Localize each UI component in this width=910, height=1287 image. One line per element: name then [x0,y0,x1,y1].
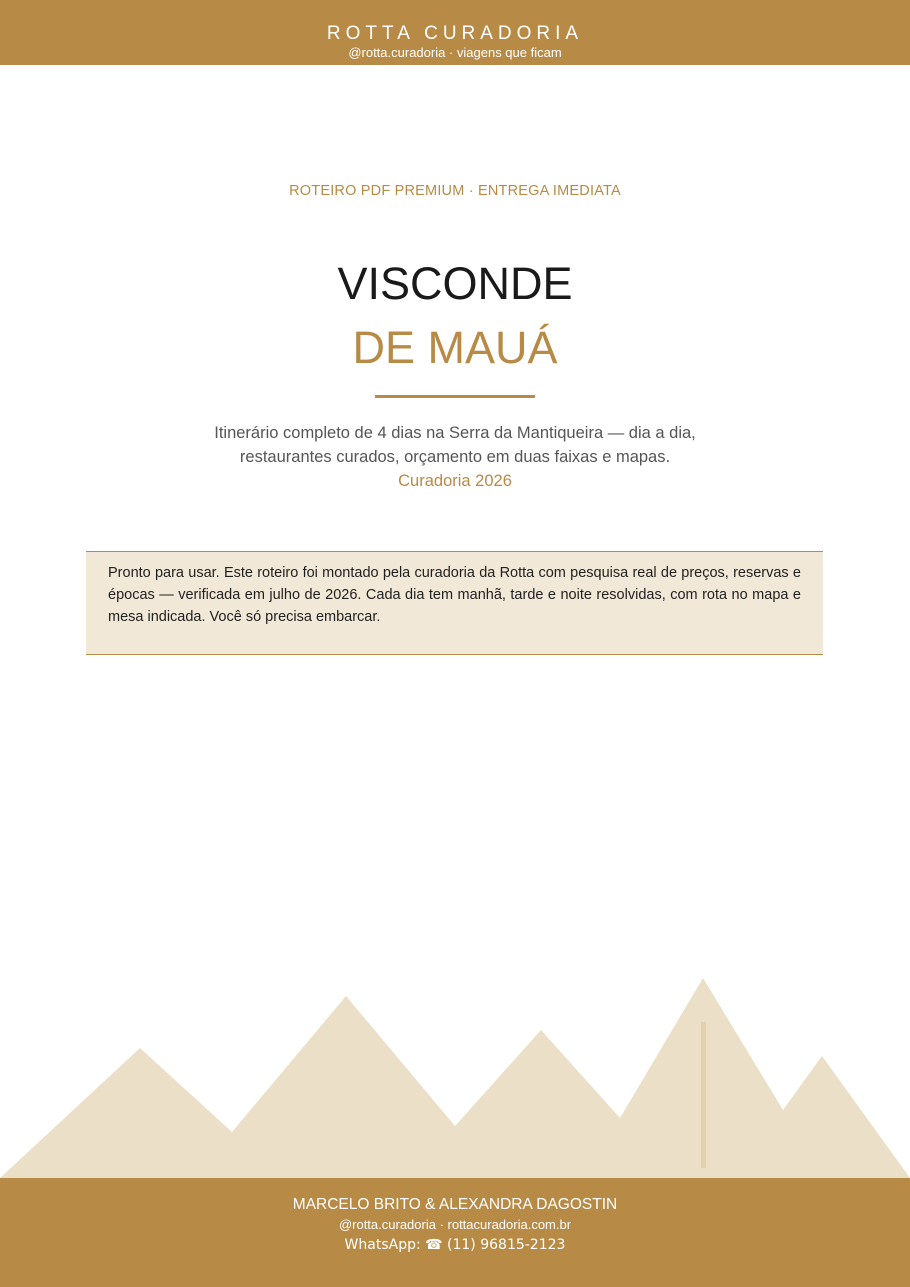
footer-contacts: @rotta.curadoria · rottacuradoria.com.br [338,1217,572,1232]
title-divider [375,395,535,398]
mountain-accent-line [701,1022,706,1168]
brand-name: ROTTA CURADORIA [326,23,584,44]
cover-title-line-2: DE MAUÁ [352,322,558,373]
intro-note: Pronto para usar. Este roteiro foi montado pela curadoria da Rotta com pesquisa real de preços, reservas e épocas — verificada em julho de 2026. Cada dia tem manhã, tarde e noite resolvidas, com rota no mapa e mesa indicada. Você só precisa embarcar. [86,551,823,655]
footer-authors: MARCELO BRITO & ALEXANDRA DAGOSTIN [292,1196,618,1213]
brand-tagline: @rotta.curadoria · viagens que ficam [348,45,562,60]
cover-subtitle [195,421,715,493]
cover-title-line-1: VISCONDE [337,258,573,309]
footer-bar [0,1178,910,1287]
header-bar [0,0,910,65]
cover-eyebrow: ROTEIRO PDF PREMIUM · ENTREGA IMEDIATA [289,183,621,199]
cover-subtitle-text: Itinerário completo de 4 dias na Serra da Mantiqueira — dia a dia, restaurantes curados, orçamento em duas faixas e mapas. [214,424,696,466]
mountain-range [0,978,910,1178]
cover-subtitle-accent: Curadoria 2026 [398,472,512,490]
footer-whatsapp: WhatsApp: ☎ (11) 96815-2123 [344,1237,566,1253]
mountains-illustration [0,960,910,1178]
